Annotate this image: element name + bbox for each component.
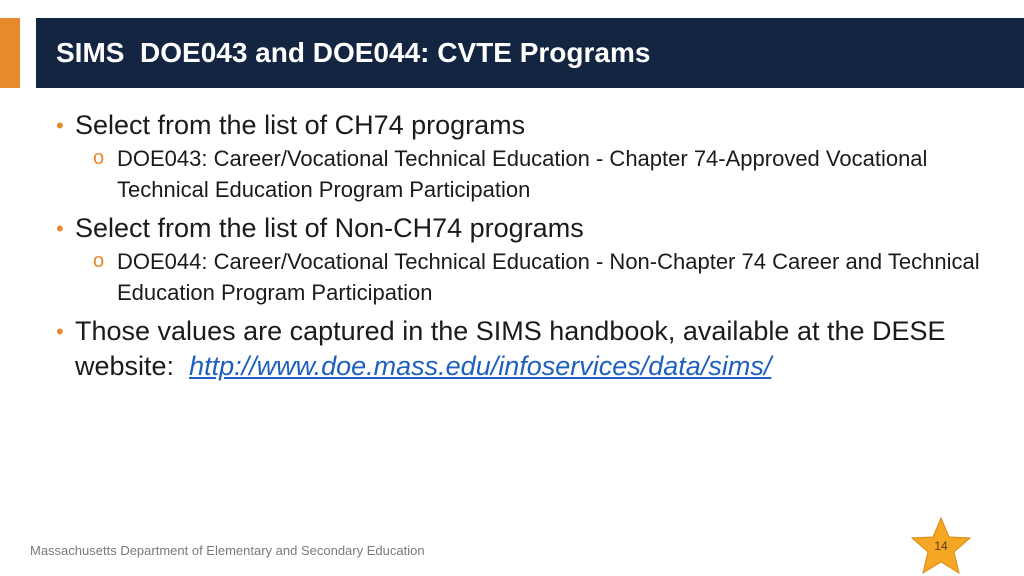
footer-org-name: Massachusetts Department of Elementary and Secondary Education [30,543,425,558]
page-number: 14 [934,539,948,553]
bullet-text: Those values are captured in the SIMS handbook, available at the DESE website: [75,316,954,381]
slide-title: SIMS DOE043 and DOE044: CVTE Programs [56,37,651,68]
slide-content [56,108,1006,384]
sub-bullet-item [93,246,1006,308]
bullet-text: Select from the list of CH74 programs [75,110,526,140]
bullet-dot-icon: • [56,216,64,241]
bullet-text-with-link [75,314,1006,384]
accent-bar [0,18,20,88]
title-bar [36,18,1024,88]
bullet-item [56,108,1006,143]
bullet-item [56,211,1006,246]
sims-handbook-link[interactable]: http://www.doe.mass.edu/infoservices/data/sims/ [189,351,772,381]
bullet-text: Select from the list of Non-CH74 programs [75,213,584,243]
sub-bullet-icon: o [93,147,105,169]
sub-bullet-item [93,143,1006,205]
bullet-dot-icon: • [56,319,64,344]
bullet-dot-icon: • [56,113,64,138]
bullet-item [56,314,1006,384]
sub-bullet-text: DOE043: Career/Vocational Technical Education - Chapter 74-Approved Vocational Technical Education Program Participation [117,146,928,202]
sub-bullet-icon: o [93,250,105,272]
sub-bullet-text: DOE044: Career/Vocational Technical Education - Non-Chapter 74 Career and Technical Education Program Participation [117,249,980,305]
